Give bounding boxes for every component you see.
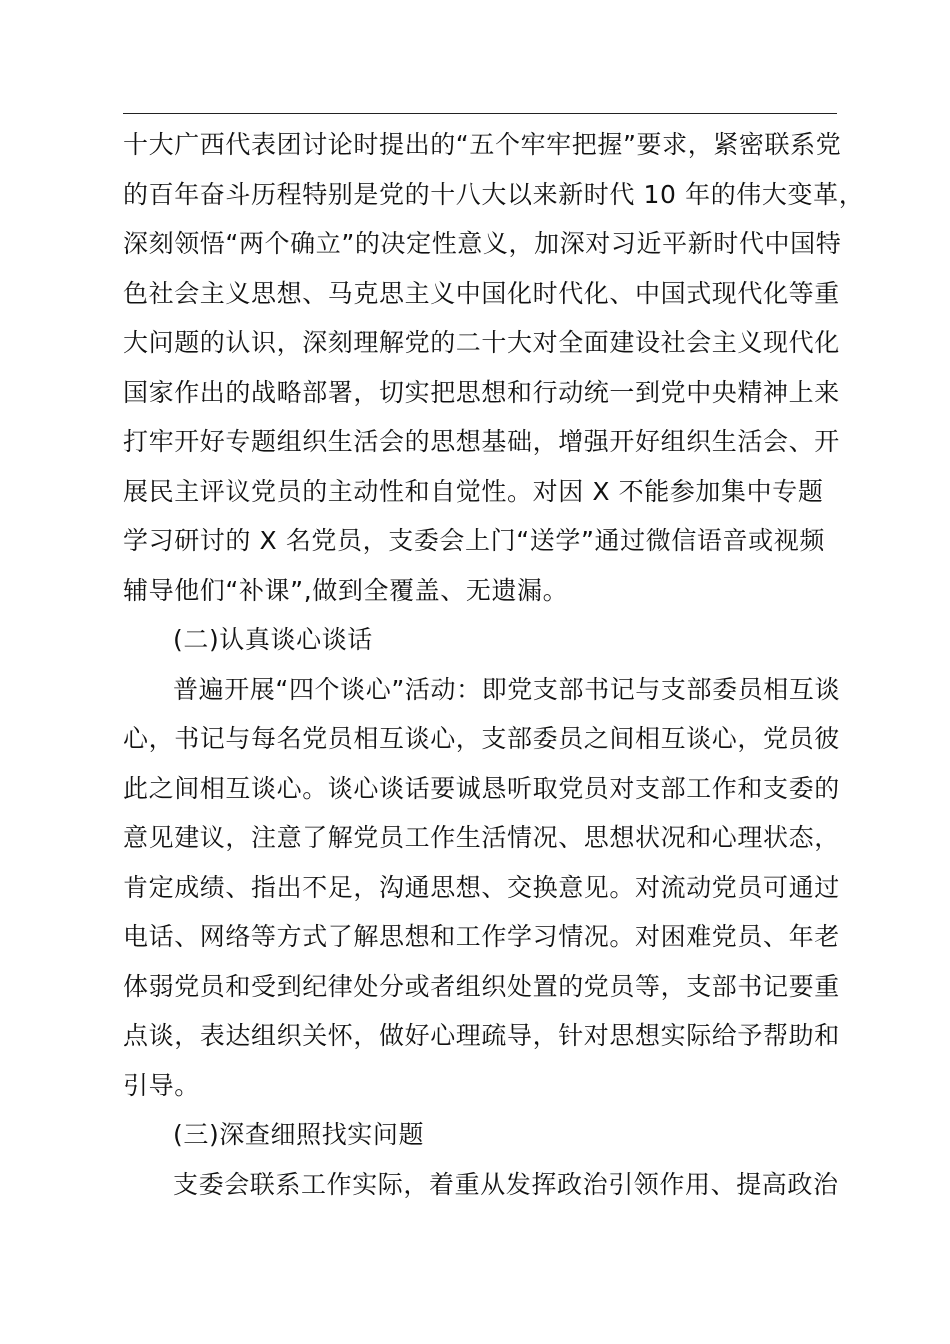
body-line: 色社会主义思想、马克思主义中国化时代化、中国式现代化等重 — [123, 278, 840, 308]
body-line: 展民主评议党员的主动性和自觉性。对因 X 不能参加集中专题 — [123, 476, 824, 506]
body-line: 深刻领悟“两个确立”的决定性意义，加深对习近平新时代中国特 — [123, 229, 842, 258]
body-line: 电话、网络等方式了解思想和工作学习情况。对困难党员、年老 — [123, 922, 840, 951]
body-line: 辅导他们“补课”,做到全覆盖、无遗漏。 — [123, 575, 569, 605]
section-heading: (二)认真谈心谈话 — [173, 625, 373, 654]
body-line: 的百年奋斗历程特别是党的十八大以来新时代 10 年的伟大变革， — [123, 179, 865, 209]
body-line: 十大广西代表团讨论时提出的“五个牢牢把握”要求，紧密联系党 — [123, 130, 842, 159]
document-body — [123, 120, 863, 1209]
body-line: 意见建议，注意了解党员工作生活情况、思想状况和心理状态， — [123, 823, 840, 852]
body-line: 国家作出的战略部署，切实把思想和行动统一到党中央精神上来 — [123, 377, 840, 407]
section-heading: (三)深查细照找实问题 — [173, 1120, 425, 1149]
body-line: 体弱党员和受到纪律处分或者组织处置的党员等，支部书记要重 — [123, 971, 840, 1001]
body-line: 学习研讨的 X 名党员，支委会上门“送学”通过微信语音或视频 — [123, 526, 825, 555]
body-line: 肯定成绩、指出不足，沟通思想、交换意见。对流动党员可通过 — [123, 872, 840, 902]
body-line: 心，书记与每名党员相互谈心，支部委员之间相互谈心，党员彼 — [123, 724, 840, 753]
body-line: 打牢开好专题组织生活会的思想基础，增强开好组织生活会、开 — [123, 427, 840, 456]
body-line: 点谈，表达组织关怀，做好心理疏导，针对思想实际给予帮助和 — [123, 1021, 840, 1050]
header-divider-line — [123, 113, 837, 114]
paragraph-first-line: 普遍开展“四个谈心”活动：即党支部书记与支部委员相互谈 — [173, 674, 841, 704]
paragraph-first-line: 支委会联系工作实际，着重从发挥政治引领作用、提高政治 — [173, 1169, 839, 1199]
body-line: 大问题的认识，深刻理解党的二十大对全面建设社会主义现代化 — [123, 328, 840, 357]
body-line: 引导。 — [123, 1070, 200, 1100]
body-line: 此之间相互谈心。谈心谈话要诚恳听取党员对支部工作和支委的 — [123, 773, 840, 803]
